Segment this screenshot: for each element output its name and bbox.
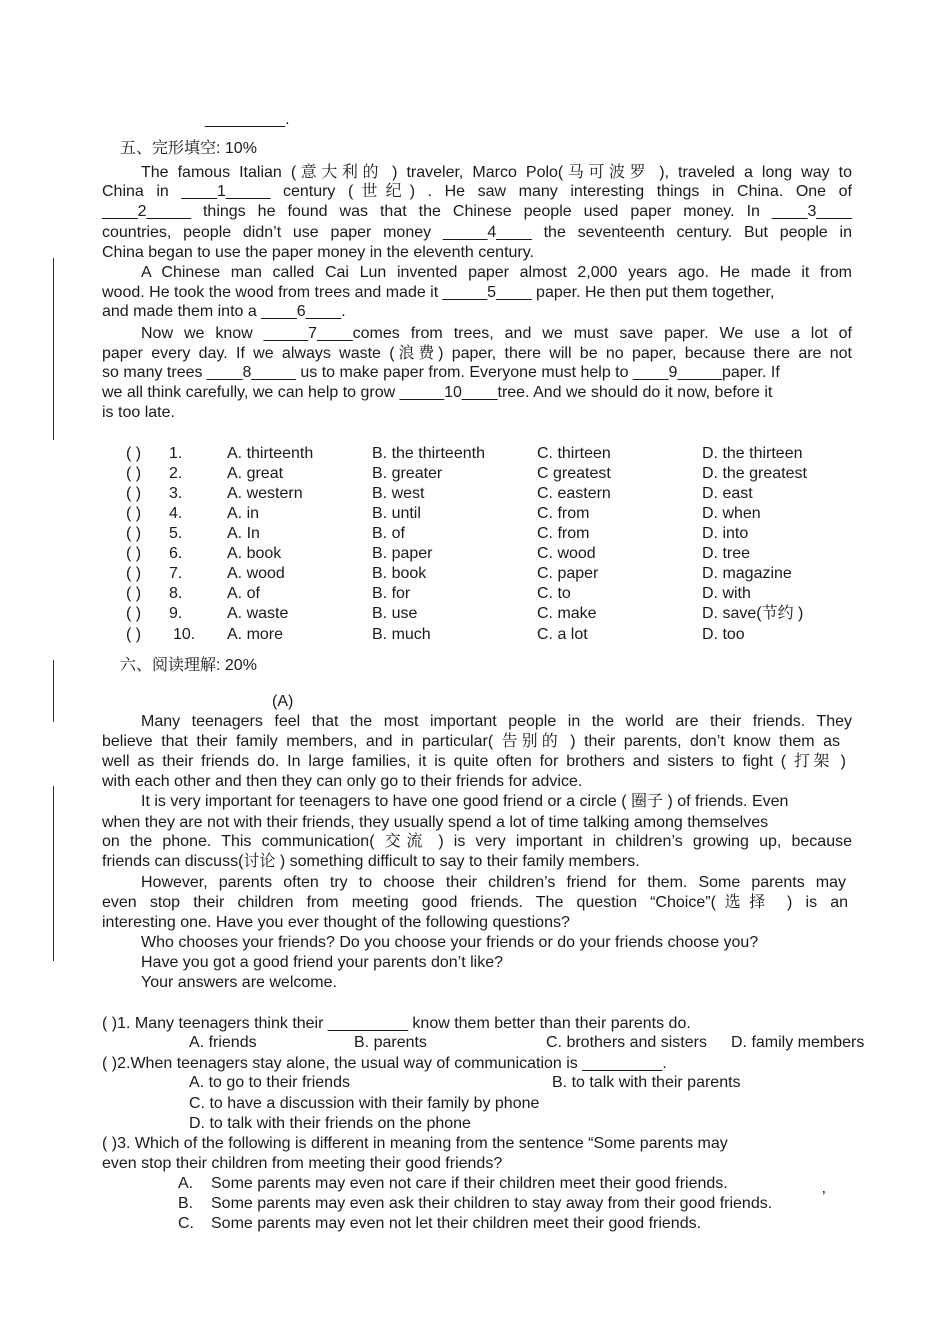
answer-blank[interactable]: ( ) [126, 585, 142, 602]
s6-line-5: It is very important for teenagers to have one good friend or a circle ( 圈子 ) of friends. Even [141, 793, 789, 810]
answer-blank[interactable]: ( ) [126, 545, 142, 562]
q3-option-a-letter: A. [178, 1175, 194, 1192]
option-row-3 [126, 484, 846, 504]
question-3-cont: even stop their children from meeting their good friends? [102, 1155, 503, 1172]
option-d: D. too [702, 626, 745, 643]
option-a: A. great [227, 465, 284, 482]
option-row-4 [126, 504, 846, 524]
option-row-9 [126, 604, 846, 624]
s6-line-14: Your answers are welcome. [141, 974, 337, 991]
option-d: D. when [702, 505, 761, 522]
margin-bar-top [53, 258, 54, 440]
option-number: 4. [169, 505, 183, 522]
option-d: D. the greatest [702, 465, 807, 482]
option-b: B. west [372, 485, 425, 502]
question-3: ( )3. Which of the following is different in meaning from the sentence “Some parents may [102, 1135, 728, 1152]
answer-blank[interactable]: ( ) [126, 626, 142, 643]
option-b: B. of [372, 525, 405, 542]
option-a: A. western [227, 485, 303, 502]
option-row-7 [126, 564, 846, 584]
q2-option-b: B. to talk with their parents [552, 1074, 741, 1091]
option-number: 1. [169, 445, 183, 462]
option-number: 2. [169, 465, 183, 482]
s6-line-8: friends can discuss(讨论 ) something difficult to say to their family members. [102, 853, 640, 870]
answer-blank[interactable]: ( ) [126, 605, 142, 622]
option-d: D. east [702, 485, 753, 502]
option-d: D. with [702, 585, 751, 602]
answer-blank[interactable]: ( ) [126, 505, 142, 522]
s5-line-6: A Chinese man called Cai Lun invented paper almost 2,000 years ago. He made it from [141, 264, 852, 281]
option-number: 3. [169, 485, 183, 502]
s6-line-9: However, parents often try to choose their children’s friend for them. Some parents may [141, 874, 846, 891]
option-number: 10. [173, 626, 196, 643]
option-number: 6. [169, 545, 183, 562]
q3-option-b: Some parents may even ask their children to stay away from their good friends. [211, 1195, 773, 1212]
s6-line-12: Who chooses your friends? Do you choose your friends or do your friends choose you? [141, 934, 759, 951]
q1-option-d: D. family members [731, 1034, 865, 1051]
s6-line-3: well as their friends do. In large families, it is quite often for brothers and sisters to fight ( 打架 ) [102, 753, 846, 770]
section6-heading: 六、阅读理解: 20% [120, 657, 257, 674]
option-c: C. a lot [537, 626, 588, 643]
s6-line-11: interesting one. Have you ever thought of the following questions? [102, 914, 570, 931]
s5-line-2: China in ____1_____ century (世纪) . He saw many interesting things in China. One of [102, 183, 852, 200]
q3-option-b-mark: ’ [822, 1189, 826, 1206]
option-row-2 [126, 464, 846, 484]
option-b: B. paper [372, 545, 433, 562]
option-c: C. to [537, 585, 571, 602]
s5-line-9: Now we know _____7____comes from trees, and we must save paper. We use a lot of [141, 325, 852, 342]
s5-line-5: China began to use the paper money in the eleventh century. [102, 244, 534, 261]
option-row-10 [126, 625, 846, 645]
q1-option-a: A. friends [189, 1034, 257, 1051]
option-a: A. book [227, 545, 282, 562]
option-d: D. tree [702, 545, 751, 562]
option-row-1 [126, 444, 846, 464]
s5-line-13: is too late. [102, 404, 175, 421]
option-a: A. thirteenth [227, 445, 314, 462]
option-b: B. use [372, 605, 418, 622]
option-c: C. make [537, 605, 597, 622]
s5-line-4: countries, people didn’t use paper money _____4____ the seventeenth century. But people in [102, 224, 852, 241]
s5-line-1: The famous Italian (意大利的 ) traveler, Marco Polo(马可波罗 ), traveled a long way to [141, 164, 852, 181]
q3-option-b-letter: B. [178, 1195, 194, 1212]
s6-line-10: even stop their children from meeting good friends. The question “Choice”(选择 ) is an [102, 894, 848, 911]
answer-blank[interactable]: ( ) [126, 485, 142, 502]
option-d: D. into [702, 525, 749, 542]
q2-option-d: D. to talk with their friends on the phone [189, 1115, 471, 1132]
option-a: A. In [227, 525, 260, 542]
option-d: D. magazine [702, 565, 792, 582]
option-b: B. for [372, 585, 411, 602]
option-b: B. book [372, 565, 427, 582]
option-row-5 [126, 524, 846, 544]
option-a: A. in [227, 505, 260, 522]
option-number: 8. [169, 585, 183, 602]
margin-bar-bottom [53, 786, 54, 961]
option-a: A. more [227, 626, 284, 643]
option-c: C. wood [537, 545, 596, 562]
s6-line-7: on the phone. This communication( 交流 ) is very important in children’s growing up, because [102, 833, 852, 850]
option-c: C. from [537, 505, 590, 522]
option-number: 7. [169, 565, 183, 582]
q1-option-b: B. parents [354, 1034, 427, 1051]
option-row-6 [126, 544, 846, 564]
option-a: A. waste [227, 605, 289, 622]
passage-label: (A) [272, 693, 294, 710]
margin-bar-mid [53, 660, 54, 722]
question-1: ( )1. Many teenagers think their _________ know them better than their parents do. [102, 1015, 691, 1032]
q3-option-c: Some parents may even not let their children meet their good friends. [211, 1215, 702, 1232]
s5-line-11: so many trees ____8_____ us to make paper from. Everyone must help to ____9_____paper. If [102, 364, 780, 381]
option-b: B. until [372, 505, 421, 522]
s6-line-1: Many teenagers feel that the most important people in the world are their friends. They [141, 713, 852, 730]
section5-heading: 五、完形填空: 10% [120, 140, 257, 157]
q1-option-c: C. brothers and sisters [546, 1034, 707, 1051]
s6-line-6: when they are not with their friends, they usually spend a lot of time talking among themselves [102, 814, 769, 831]
q2-option-a: A. to go to their friends [189, 1074, 350, 1091]
option-c: C. thirteen [537, 445, 611, 462]
answer-blank[interactable]: ( ) [126, 445, 142, 462]
option-row-8 [126, 584, 846, 604]
option-number: 9. [169, 605, 183, 622]
q2-option-c: C. to have a discussion with their family by phone [189, 1095, 540, 1112]
s5-line-7: wood. He took the wood from trees and made it _____5____ paper. He then put them together, [102, 284, 775, 301]
q3-option-c-letter: C. [178, 1215, 194, 1232]
s6-line-4: with each other and then they can only go to their friends for advice. [102, 773, 583, 790]
s5-line-3: ____2_____ things he found was that the Chinese people used paper money. In ____3____ [102, 203, 852, 220]
answer-blank[interactable]: ( ) [126, 465, 142, 482]
s5-line-12: we all think carefully, we can help to grow _____10____tree. And we should do it now, before it [102, 384, 773, 401]
option-c: C greatest [537, 465, 611, 482]
option-d: D. save(节约 ) [702, 605, 804, 622]
option-c: C. from [537, 525, 590, 542]
option-b: B. greater [372, 465, 443, 482]
answer-blank[interactable]: ( ) [126, 565, 142, 582]
option-d: D. the thirteen [702, 445, 803, 462]
q3-option-a: Some parents may even not care if their children meet their good friends. [211, 1175, 728, 1192]
s5-line-8: and made them into a ____6____. [102, 303, 346, 320]
option-a: A. wood [227, 565, 285, 582]
s6-line-13: Have you got a good friend your parents don’t like? [141, 954, 504, 971]
s5-line-10: paper every day. If we always waste (浪费) paper, there will be no paper, because there are not [102, 345, 852, 362]
option-b: B. much [372, 626, 431, 643]
s6-line-2: believe that their family members, and in particular( 告别的 ) their parents, don’t know them as [102, 733, 840, 750]
question-2: ( )2.When teenagers stay alone, the usual way of communication is _________. [102, 1055, 667, 1072]
option-number: 5. [169, 525, 183, 542]
option-c: C. eastern [537, 485, 611, 502]
option-c: C. paper [537, 565, 599, 582]
answer-blank[interactable]: ( ) [126, 525, 142, 542]
option-a: A. of [227, 585, 260, 602]
option-b: B. the thirteenth [372, 445, 485, 462]
top-blank: _________. [205, 111, 290, 128]
